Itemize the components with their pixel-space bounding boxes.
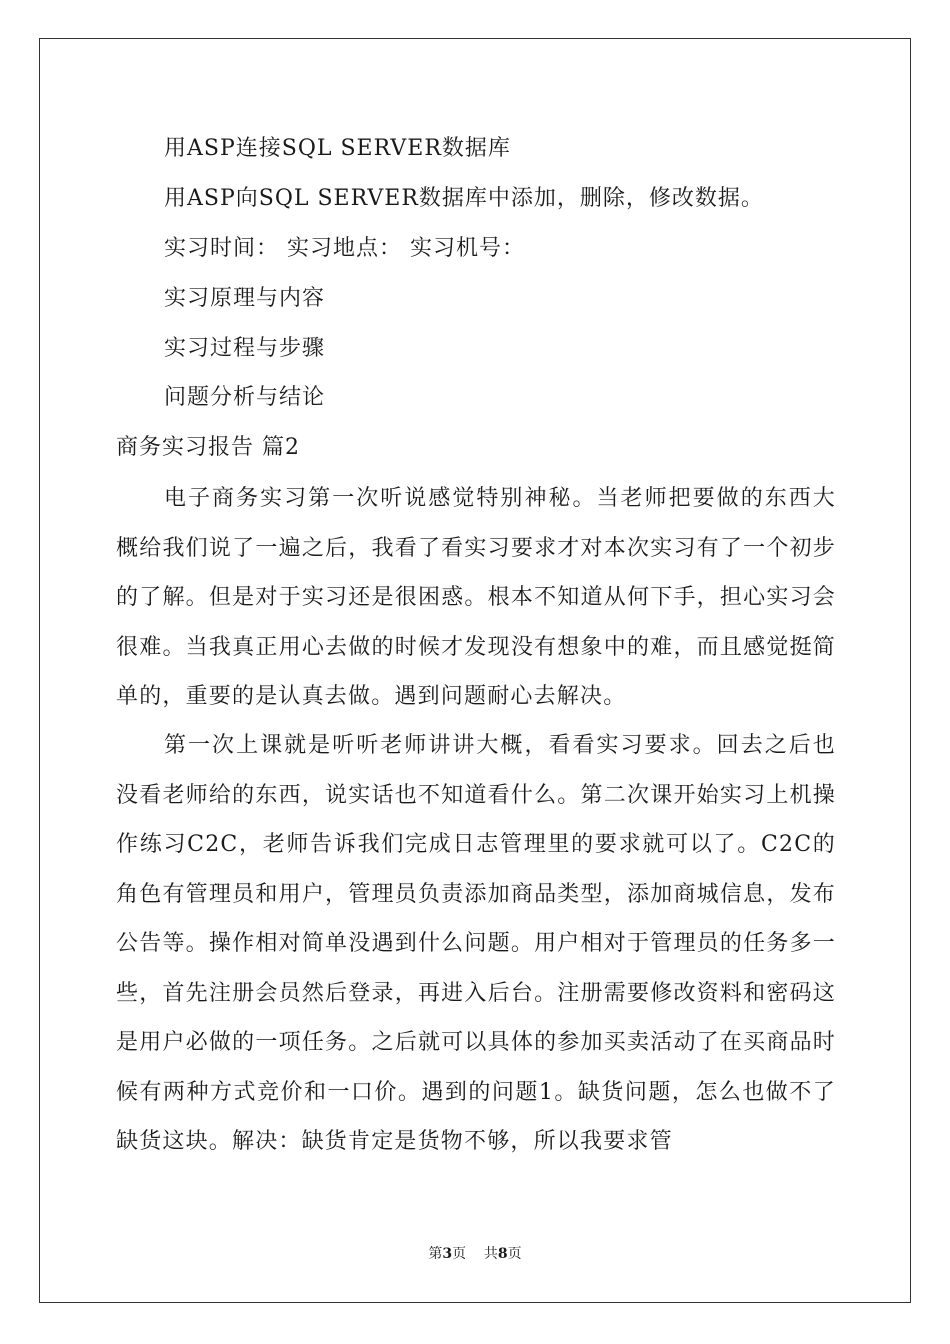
- text-line-principle: 实习原理与内容: [164, 286, 326, 311]
- text-line-asp-modify: 用ASP向SQL SERVER数据库中添加，删除，修改数据。: [164, 186, 764, 211]
- page-footer: [0, 1245, 950, 1263]
- text-line-process: 实习过程与步骤: [164, 336, 326, 361]
- section-heading: 商务实习报告 篇2: [116, 435, 300, 460]
- footer-mid: 页 共: [452, 1246, 498, 1262]
- footer-suffix: 页: [507, 1246, 522, 1262]
- text-line-internship-info: 实习时间： 实习地点： 实习机号：: [164, 236, 525, 261]
- text-line-asp-connect: 用ASP连接SQL SERVER数据库: [164, 136, 511, 161]
- body-paragraph-1: 电子商务实习第一次听说感觉特别神秘。当老师把要做的东西大概给我们说了一遍之后，我看了看实习要求才对本次实习有了一个初步的了解。但是对于实习还是很困惑。根本不知道从何下手，担心实习会很难。当我真正用心去做的时候才发现没有想象中的难，而且感觉挺简单的，重要的是认真去做。遇到问题耐心去解决。: [116, 486, 836, 709]
- footer-page-current: 3: [442, 1246, 453, 1262]
- footer-prefix: 第: [428, 1246, 443, 1262]
- body-paragraph-2: 第一次上课就是听听老师讲讲大概，看看实习要求。回去之后也没看老师给的东西，说实话也不知道看什么。第二次课开始实习上机操作练习C2C，老师告诉我们完成日志管理里的要求就可以了。C2C的角色有管理员和用户，管理员负责添加商品类型，添加商城信息，发布公告等。操作相对简单没遇到什么问题。用户相对于管理员的任务多一些，首先注册会员然后登录，再进入后台。注册需要修改资料和密码这是用户必做的一项任务。之后就可以具体的参加买卖活动了在买商品时候有两种方式竞价和一口价。遇到的问题1。缺货问题，怎么也做不了缺货这块。解决：缺货肯定是货物不够，所以我要求管: [116, 733, 836, 1154]
- text-line-analysis: 问题分析与结论: [164, 385, 326, 410]
- footer-page-total: 8: [497, 1246, 508, 1262]
